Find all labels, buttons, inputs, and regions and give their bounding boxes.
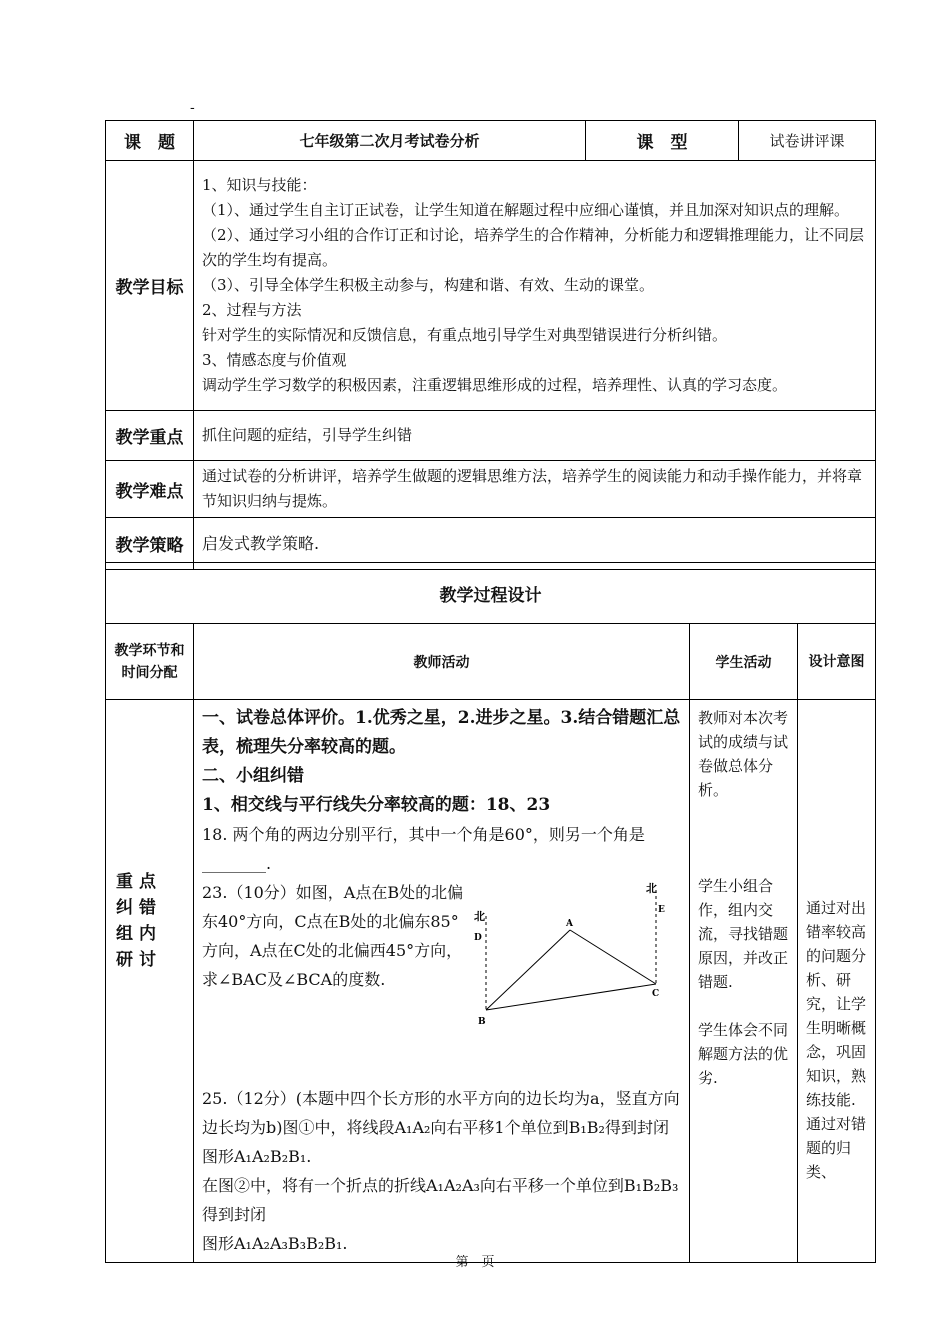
- goals-content: [194, 161, 876, 411]
- north-label-b: 北: [474, 910, 485, 923]
- question-25-cont: 在图②中，将有一个折点的折线A₁A₂A₃向右平移一个单位到B₁B₂B₃得到封闭: [202, 1176, 679, 1224]
- label-a: A: [566, 919, 573, 929]
- segment-bc: [486, 984, 656, 1010]
- process-table: [105, 562, 876, 1263]
- teacher-heading-1: 一、试卷总体评价。1.优秀之星，2.进步之星。3.结合错题汇总表，梳理失分率较高的题。: [202, 708, 681, 757]
- question-23: 23.（10分）如图，A点在B处的北偏东40°方向，C点在B处的北偏东85°方向，A点在C处的北偏西45°方向，求∠BAC及∠BCA的度数.: [202, 883, 464, 989]
- lesson-info-table: [105, 120, 876, 570]
- question-23-block: [202, 878, 681, 1084]
- goals-line: 调动学生学习数学的积极因素，注重逻辑思维形成的过程，培养理性、认真的学习态度。: [202, 376, 788, 394]
- goals-line: 针对学生的实际情况和反馈信息，有重点地引导学生对典型错误进行分析纠错。: [202, 326, 728, 344]
- goals-line: 1、知识与技能：: [202, 176, 317, 194]
- course-title: 七年级第二次月考试卷分析: [194, 121, 586, 161]
- teacher-heading-3: 1、相交线与平行线失分率较高的题：18、23: [202, 795, 551, 815]
- strategy-text: 启发式教学策略.: [194, 518, 876, 570]
- course-label: 课 题: [106, 121, 194, 161]
- question-25-end: 图形A₁A₂A₃B₃B₂B₁.: [202, 1234, 348, 1253]
- difficulties-label: 教学难点: [106, 461, 194, 518]
- teacher-heading-2: 二、小组纠错: [202, 766, 304, 786]
- col-student-header: 学生活动: [690, 624, 798, 700]
- col-stage-header: 教学环节和时间分配: [106, 624, 194, 700]
- question-18: 18. 两个角的两边分别平行，其中一个角是60°，则另一个角是________.: [202, 825, 645, 873]
- segment-ba: [486, 930, 570, 1010]
- label-b: B: [478, 1017, 486, 1027]
- bearing-diagram: [474, 878, 674, 1028]
- strategy-label: 教学策略: [106, 518, 194, 570]
- page-footer: 第 页: [455, 1255, 495, 1270]
- goals-line: （3）、引导全体学生积极主动参与，构建和谐、有效、生动的课堂。: [202, 276, 655, 294]
- goals-line: 3、情感态度与价值观: [202, 351, 347, 369]
- label-d: D: [474, 933, 482, 943]
- type-value: 试卷讲评课: [739, 121, 876, 161]
- label-e: E: [658, 905, 665, 915]
- goals-line: （2）、通过学习小组的合作订正和讨论，培养学生的合作精神，分析能力和逻辑推理能力，让不同层次的学生均有提高。: [202, 226, 865, 269]
- design-intent: 通过对出错率较高的问题分析、研究，让学生明晰概念，巩固知识，熟练技能.通过对错题的归类、: [798, 700, 876, 1263]
- segment-ac: [570, 930, 656, 984]
- type-label: 课 型: [586, 121, 739, 161]
- student-text-2: 学生小组合作，组内交流，寻找错题原因，并改正错题.: [698, 877, 789, 991]
- teacher-activity: [194, 700, 690, 1263]
- key-points-label: 教学重点: [106, 411, 194, 461]
- key-points-text: 抓住问题的症结，引导学生纠错: [194, 411, 876, 461]
- student-activity: [690, 700, 798, 1263]
- north-label-c: 北: [646, 882, 657, 895]
- col-intent-header: 设计意图: [798, 624, 876, 700]
- goals-line: （1）、通过学生自主订正试卷，让学生知道在解题过程中应细心谨慎，并且加深对知识点的理解。: [202, 201, 850, 219]
- process-title: 教学过程设计: [106, 563, 876, 624]
- student-text-1: 教师对本次考试的成绩与试卷做总体分析。: [698, 709, 789, 799]
- col-teacher-header: 教师活动: [194, 624, 690, 700]
- difficulties-text: 通过试卷的分析讲评，培养学生做题的逻辑思维方法，培养学生的阅读能力和动手操作能力，并将章节知识归纳与提炼。: [194, 461, 876, 518]
- header-mark: -: [190, 100, 195, 116]
- goals-line: 2、过程与方法: [202, 301, 302, 319]
- stage-cell: 重点纠错组内研讨: [106, 700, 194, 1263]
- student-text-3: 学生体会不同解题方法的优劣.: [698, 1021, 789, 1087]
- goals-label: 教学目标: [106, 161, 194, 411]
- question-25: 25.（12分）(本题中四个长方形的水平方向的边长均为a，竖直方向边长均为b)图①中，将线段A₁A₂向右平移1个单位到B₁B₂得到封闭图形A₁A₂B₂B₁.: [202, 1089, 680, 1166]
- label-c: C: [652, 989, 660, 999]
